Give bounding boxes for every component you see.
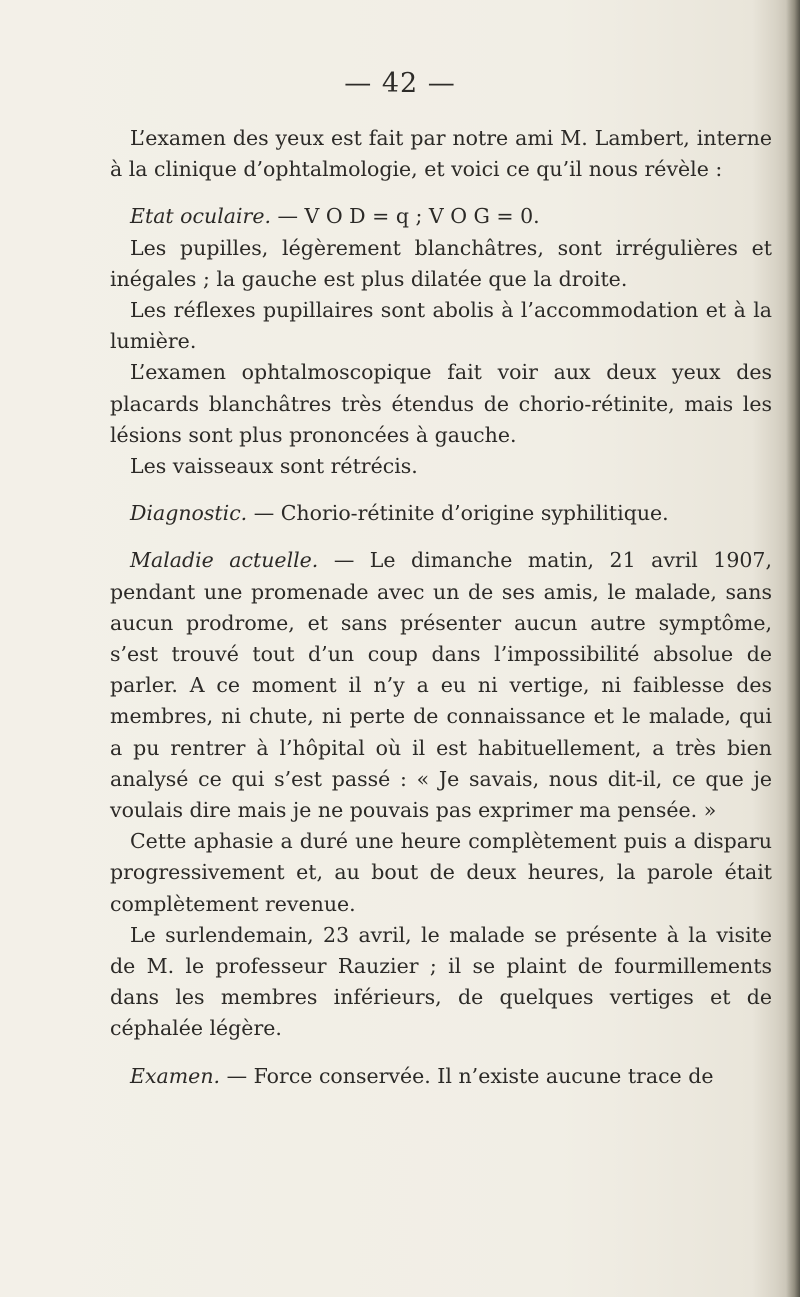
paragraph-pupilles: Les pupilles, légèrement blanchâtres, sont irrégulières et inégales ; la gauche est plus dilatée que la droite. bbox=[110, 235, 772, 291]
page-number: — 42 — bbox=[344, 68, 456, 99]
page-edge-shadow bbox=[786, 0, 800, 1297]
examen-text: — Force conservée. Il n’existe aucune trace de bbox=[220, 1063, 714, 1088]
diagnostic-label: Diagnostic. bbox=[130, 501, 248, 526]
maladie-actuelle-text: — Le dimanche matin, 21 avril 1907, pendant une promenade avec un de ses amis, le malade, sans aucun prodrome, et sans présenter aucun autre symptôme, s’est trouvé tout d’un coup dans l’impossibilité absolue de parler. A ce moment il n’y a eu ni vertige, ni faiblesse des membres, ni chute, ni perte de connaissance et le malade, qui a pu rentrer à l’hôpital où il est habituellement, a très bien analysé ce qui s’est passé : « Je savais, nous dit-il, ce que je voulais dire mais je ne pouvais pas exprimer ma pensée. » bbox=[110, 548, 772, 823]
paragraph-vaisseaux: Les vaisseaux sont rétrécis. bbox=[130, 454, 418, 479]
body-text bbox=[110, 123, 772, 1092]
paragraph-examen bbox=[110, 1061, 772, 1092]
maladie-actuelle-label: Maladie actuelle. bbox=[130, 548, 319, 573]
paragraph-intro: L’examen des yeux est fait par notre ami M. Lambert, interne à la clinique d’ophtalmologie, et voici ce qu’il nous révèle : bbox=[110, 126, 772, 182]
diagnostic-text: — Chorio-rétinite d’origine syphilitique. bbox=[247, 501, 669, 526]
etat-oculaire-label: Etat oculaire. bbox=[130, 204, 271, 229]
paragraph-reflexes: Les réflexes pupillaires sont abolis à l’accommodation et à la lumière. bbox=[110, 298, 772, 354]
examen-label: Examen. bbox=[130, 1063, 221, 1088]
paragraph-aphasie: Cette aphasie a duré une heure complètement puis a disparu progressivement et, au bout de deux heures, la parole était complètement revenue. bbox=[110, 829, 772, 916]
etat-oculaire-text: — V O D = q ; V O G = 0. bbox=[271, 204, 540, 229]
paragraph-surlendemain: Le surlendemain, 23 avril, le malade se présente à la visite de M. le professeur Rauzier ; il se plaint de fourmillements dans les membres inférieurs, de quelques vertiges et de céphalée légère. bbox=[110, 922, 772, 1041]
paragraph-ophtalmoscopique: L’examen ophtalmoscopique fait voir aux deux yeux des placards blanchâtres très étendus de chorio-rétinite, mais les lésions sont plus prononcées à gauche. bbox=[110, 360, 772, 447]
paragraph-etat-oculaire bbox=[110, 201, 772, 232]
paragraph-diagnostic bbox=[110, 498, 772, 529]
paragraph-maladie-actuelle bbox=[110, 545, 772, 826]
